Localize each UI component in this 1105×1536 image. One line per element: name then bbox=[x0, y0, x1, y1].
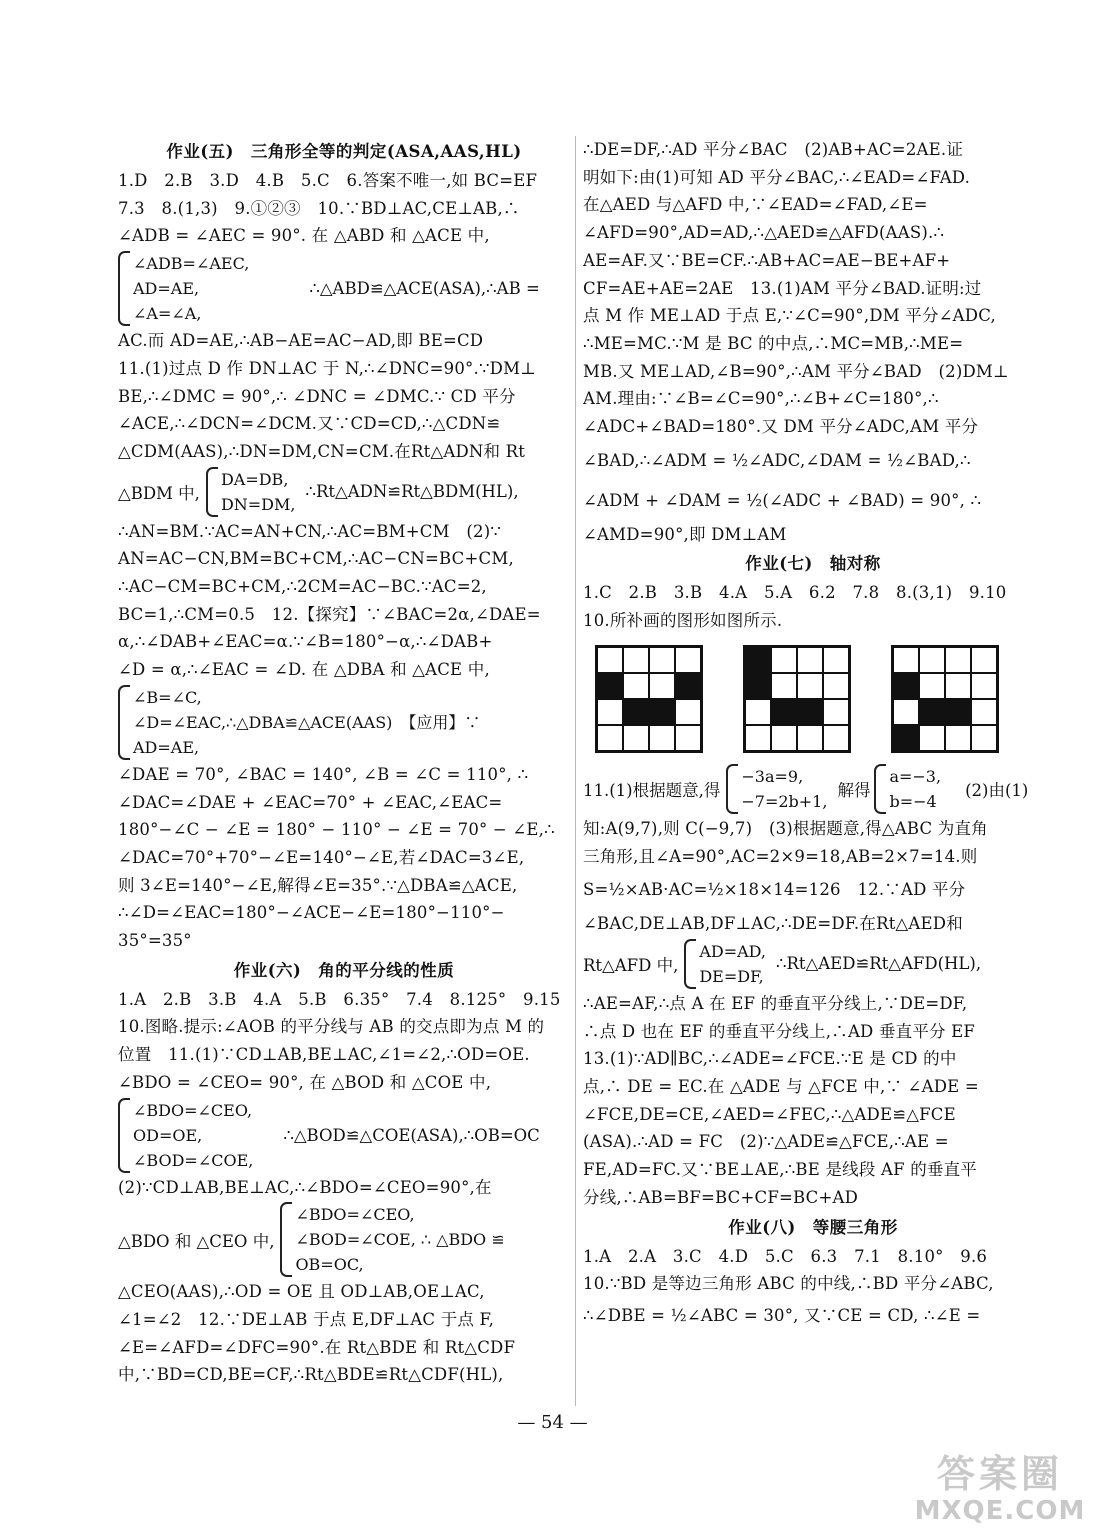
brace-conclusion: (2)由(1) bbox=[965, 780, 1029, 800]
brace-row: OB=OC, bbox=[295, 1255, 364, 1275]
brace-row: AD=AE, bbox=[133, 279, 200, 299]
text-line: 1.C 2.B 3.B 4.A 5.A 6.2 7.8 8.(3,1) 9.10 bbox=[583, 583, 1007, 603]
brace-mid: 解得 bbox=[837, 780, 871, 800]
left-brace bbox=[118, 251, 130, 326]
grid-cell-empty bbox=[675, 725, 701, 751]
right-column bbox=[583, 136, 1043, 1334]
equation-system bbox=[118, 250, 570, 327]
grid-cell-filled bbox=[771, 699, 797, 725]
column-divider bbox=[575, 136, 576, 1406]
brace-group bbox=[684, 939, 766, 989]
text-line: 在△AED 与△AFD 中,∵∠EAD=∠FAD,∠E= bbox=[583, 195, 928, 215]
brace-row: −7=2b+1, bbox=[741, 791, 828, 811]
text-line: MB.又 ME⊥AD,∠B=90°,∴AM 平分∠BAD (2)DM⊥ bbox=[583, 361, 1009, 381]
text-line: ∠D = α,∴∠EAC = ∠D. 在 △DBA 和 △ACE 中, bbox=[118, 660, 490, 680]
brace-group bbox=[118, 685, 480, 760]
grid-cell-filled bbox=[797, 699, 823, 725]
text-line: 11.(1)过点 D 作 DN⊥AC 于 N,∴∠DNC=90°.∵DM⊥ bbox=[118, 358, 536, 378]
text-line: ∠ADM + ∠DAM = ½(∠ADC + ∠BAD) = 90°, ∴ bbox=[583, 490, 982, 510]
text-line: 10.所补画的图形如图所示. bbox=[583, 611, 783, 631]
symmetry-figures bbox=[595, 645, 1043, 753]
section-heading-6: 作业(六) 角的平分线的性质 bbox=[233, 960, 455, 980]
page-number: — 54 — bbox=[517, 1412, 588, 1433]
grid-cell-empty bbox=[797, 725, 823, 751]
section-heading-8: 作业(八) 等腰三角形 bbox=[728, 1217, 898, 1237]
left-column bbox=[118, 136, 570, 1389]
text-line: ∴AN=BM.∵AC=AN+CN,∴AC=BM+CM (2)∵ bbox=[118, 521, 502, 541]
brace-group bbox=[874, 764, 941, 814]
grid-cell-empty bbox=[823, 673, 849, 699]
left-brace bbox=[280, 1202, 292, 1277]
text-line: ∠E=∠AFD=∠DFC=90°.在 Rt△BDE 和 Rt△CDF bbox=[118, 1337, 516, 1357]
text-line: ∴ME=MC.∵M 是 BC 的中点,∴MC=MB,∴ME= bbox=[583, 333, 964, 353]
text-line: AE=AF.又∵BE=CF.∴AB+AC=AE−BE+AF+ bbox=[583, 250, 951, 270]
brace-row: AD=AD, bbox=[699, 941, 767, 961]
text-line: ∴AC−CM=BC+CM,∴2CM=AC−BC.∵AC=2, bbox=[118, 577, 487, 597]
grid-cell-empty bbox=[893, 647, 919, 673]
grid-cell-empty bbox=[597, 725, 623, 751]
left-brace bbox=[118, 1098, 130, 1173]
text-line: 则 3∠E=140°−∠E,解得∠E=35°.∵△DBA≌△ACE, bbox=[118, 875, 518, 895]
grid-cell-empty bbox=[597, 647, 623, 673]
grid-cell-filled bbox=[745, 673, 771, 699]
grid-cell-empty bbox=[675, 699, 701, 725]
brace-row: AD=AE, bbox=[133, 737, 200, 757]
brace-row: −3a=9, bbox=[741, 766, 804, 786]
grid-cell-filled bbox=[919, 699, 945, 725]
grid-cell-filled bbox=[675, 673, 701, 699]
grid-cell-empty bbox=[971, 725, 997, 751]
text-line: AN=AC−CN,BM=BC+CM,∴AC−CN=BC+CM, bbox=[118, 549, 514, 569]
grid-cell-empty bbox=[919, 673, 945, 699]
brace-row: DE=DF, bbox=[699, 966, 764, 986]
watermark-url: MXQE.COM bbox=[914, 1496, 1086, 1526]
text-line: ∠ADB = ∠AEC = 90°. 在 △ABD 和 △ACE 中, bbox=[118, 226, 490, 246]
grid-cell-empty bbox=[971, 647, 997, 673]
text-line: ∠1=∠2 12.∵DE⊥AB 于点 E,DF⊥AC 于点 F, bbox=[118, 1309, 495, 1329]
brace-row: ∠BOD=∠COE, bbox=[133, 1150, 254, 1170]
text-line: ∠FCE,DE=CE,∠AED=∠FEC,∴△ADE≌△FCE bbox=[583, 1104, 956, 1124]
text-line: 分线,∴AB=BF=BC+CF=BC+AD bbox=[583, 1187, 859, 1207]
grid-cell-empty bbox=[745, 725, 771, 751]
text-line: AM.理由:∵∠B=∠C=90°,∴∠B+∠C=180°,∴ bbox=[583, 389, 939, 409]
symmetry-grid bbox=[595, 645, 703, 753]
text-line: 1.A 2.B 3.B 4.A 5.B 6.35° 7.4 8.125° 9.15 bbox=[118, 989, 561, 1009]
grid-cell-empty bbox=[649, 647, 675, 673]
grid-cell-empty bbox=[675, 647, 701, 673]
brace-row: ∠BDO=∠CEO, bbox=[133, 1100, 253, 1120]
section-heading-7: 作业(七) 轴对称 bbox=[745, 554, 881, 574]
symmetry-grid bbox=[891, 645, 999, 753]
brace-conclusion: ∴△ABD≌△ACE(ASA),∴AB = bbox=[309, 279, 540, 299]
grid-cell-empty bbox=[823, 725, 849, 751]
grid-cell-empty bbox=[623, 673, 649, 699]
text-line: 35°=35° bbox=[118, 931, 192, 951]
left-brace bbox=[206, 467, 218, 517]
grid-cell-empty bbox=[919, 647, 945, 673]
left-brace bbox=[726, 764, 738, 814]
grid-cell-filled bbox=[893, 725, 919, 751]
text-line: ∴AE=AF,∴点 A 在 EF 的垂直平分线上,∵DE=DF, bbox=[583, 993, 968, 1013]
brace-row: DN=DM, bbox=[220, 494, 296, 514]
text-line: ∠BAD,∴∠ADM = ½∠ADC,∠DAM = ½∠BAD,∴ bbox=[583, 450, 971, 470]
grid-cell-filled bbox=[623, 699, 649, 725]
grid-cell-empty bbox=[797, 647, 823, 673]
grid-cell-empty bbox=[623, 647, 649, 673]
brace-row: DA=DB, bbox=[220, 469, 289, 489]
grid-cell-filled bbox=[597, 673, 623, 699]
text-line: 1.A 2.A 3.C 4.D 5.C 6.3 7.1 8.10° 9.6 bbox=[583, 1246, 988, 1266]
grid-cell-empty bbox=[971, 699, 997, 725]
watermark-logo bbox=[905, 1452, 1095, 1530]
brace-group bbox=[118, 251, 249, 326]
symmetry-grid bbox=[743, 645, 851, 753]
text-line: 知:A(9,7),则 C(−9,7) (3)根据题意,得△ABC 为直角 bbox=[583, 818, 988, 838]
brace-row: ∠A=∠A, bbox=[133, 304, 202, 324]
text-line: 180°−∠C − ∠E = 180° − 110° − ∠E = 70° − ∠E,∴ bbox=[118, 820, 555, 840]
grid-cell-empty bbox=[771, 647, 797, 673]
text-line: 1.D 2.B 3.D 4.B 5.C 6.答案不唯一,如 BC=EF bbox=[118, 171, 538, 190]
brace-prefix: 11.(1)根据题意,得 bbox=[583, 780, 721, 800]
grid-cell-empty bbox=[919, 725, 945, 751]
grid-cell-empty bbox=[823, 647, 849, 673]
equation-system bbox=[583, 763, 1043, 815]
equation-system bbox=[118, 684, 570, 761]
text-line: △CDM(AAS),∴DN=DM,CN=CM.在Rt△ADN和 Rt bbox=[118, 441, 526, 461]
section-heading-5: 作业(五) 三角形全等的判定(ASA,AAS,HL) bbox=[166, 142, 522, 161]
text-line: BC=1,∴CM=0.5 12.【探究】∵∠BAC=2α,∠DAE= bbox=[118, 604, 541, 624]
grid-cell-filled bbox=[745, 647, 771, 673]
equation-system bbox=[583, 938, 1043, 990]
text-line: ∠ADC+∠BAD=180°.又 DM 平分∠ADC,AM 平分 bbox=[583, 417, 979, 437]
grid-cell-filled bbox=[893, 673, 919, 699]
left-brace bbox=[118, 685, 130, 760]
grid-cell-empty bbox=[823, 699, 849, 725]
grid-cell-empty bbox=[945, 725, 971, 751]
brace-group bbox=[206, 467, 296, 517]
grid-cell-empty bbox=[623, 725, 649, 751]
text-line: ∴∠D=∠EAC=180°−∠ACE−∠E=180°−110°− bbox=[118, 903, 505, 923]
text-line: BE,∴∠DMC = 90°,∴ ∠DNC = ∠DMC.∵ CD 平分 bbox=[118, 386, 516, 406]
brace-row: ∠BDO=∠CEO, bbox=[295, 1205, 415, 1225]
text-line: ∠BDO = ∠CEO= 90°, 在 △BOD 和 △COE 中, bbox=[118, 1072, 492, 1092]
text-line: (ASA).∴AD = FC (2)∵△ADE≌△FCE,∴AE = bbox=[583, 1132, 949, 1152]
text-line: α,∴∠DAB+∠EAC=α.∵∠B=180°−α,∴∠DAB+ bbox=[118, 632, 493, 652]
equation-system bbox=[118, 1201, 570, 1278]
watermark-text: 答案圈 bbox=[936, 1452, 1063, 1496]
text-line: ∴点 D 也在 EF 的垂直平分线上,∴AD 垂直平分 EF bbox=[583, 1021, 976, 1041]
grid-cell-empty bbox=[893, 699, 919, 725]
text-line: 10.∵BD 是等边三角形 ABC 的中线,∴BD 平分∠ABC, bbox=[583, 1274, 994, 1294]
text-line: 点 M 作 ME⊥AD 于点 E,∵∠C=90°,DM 平分∠ADC, bbox=[583, 306, 996, 326]
equation-system bbox=[118, 1097, 570, 1174]
text-line: 位置 11.(1)∵CD⊥AB,BE⊥AC,∠1=∠2,∴OD=OE. bbox=[118, 1045, 530, 1065]
text-line: 中,∵BD=CD,BE=CF,∴Rt△BDE≌Rt△CDF(HL), bbox=[118, 1365, 504, 1385]
grid-cell-empty bbox=[797, 673, 823, 699]
equation-system bbox=[118, 466, 570, 518]
brace-prefix: △BDM 中, bbox=[118, 483, 200, 503]
text-line: ∠AFD=90°,AD=AD,∴△AED≌△AFD(AAS).∴ bbox=[583, 223, 945, 243]
text-line: S=½×AB·AC=½×18×14=126 12.∵AD 平分 bbox=[583, 880, 966, 900]
text-line: ∴∠DBE = ½∠ABC = 30°, 又∵CE = CD, ∴∠E = bbox=[583, 1305, 981, 1325]
text-line: ∴DE=DF,∴AD 平分∠BAC (2)AB+AC=2AE.证 bbox=[583, 140, 964, 159]
text-line: ∠DAE = 70°, ∠BAC = 140°, ∠B = ∠C = 110°, ∴ bbox=[118, 764, 529, 784]
text-line: AC.而 AD=AE,∴AB−AE=AC−AD,即 BE=CD bbox=[118, 331, 484, 351]
brace-row: ∠BOD=∠COE, ∴ △BDO ≌ bbox=[295, 1230, 505, 1250]
text-line: (2)∵CD⊥AB,BE⊥AC,∴∠BDO=∠CEO=90°,在 bbox=[118, 1177, 492, 1197]
grid-cell-empty bbox=[945, 647, 971, 673]
left-brace bbox=[874, 764, 886, 814]
grid-cell-empty bbox=[649, 725, 675, 751]
text-line: ∠AMD=90°,即 DM⊥AM bbox=[583, 524, 787, 544]
grid-cell-empty bbox=[771, 673, 797, 699]
text-line: ∠BAC,DE⊥AB,DF⊥AC,∴DE=DF.在Rt△AED和 bbox=[583, 914, 963, 934]
brace-conclusion: ∴△BOD≌△COE(ASA),∴OB=OC bbox=[283, 1125, 540, 1145]
brace-conclusion: ∴Rt△AED≌Rt△AFD(HL), bbox=[776, 954, 982, 974]
grid-cell-empty bbox=[597, 699, 623, 725]
grid-cell-empty bbox=[971, 673, 997, 699]
text-line: ∠DAC=70°+70°−∠E=140°−∠E,若∠DAC=3∠E, bbox=[118, 847, 525, 867]
text-line: ∠ACE,∴∠DCN=∠DCM.又∵CD=CD,∴△CDN≌ bbox=[118, 414, 501, 434]
left-brace bbox=[684, 939, 696, 989]
brace-conclusion: ∴Rt△ADN≌Rt△BDM(HL), bbox=[305, 482, 519, 502]
text-line: △CEO(AAS),∴OD = OE 且 OD⊥AB,OE⊥AC, bbox=[118, 1282, 485, 1302]
brace-group bbox=[726, 764, 827, 814]
grid-cell-empty bbox=[771, 725, 797, 751]
text-line: 10.图略.提示:∠AOB 的平分线与 AB 的交点即为点 M 的 bbox=[118, 1017, 545, 1037]
brace-row: ∠B=∠C, bbox=[133, 687, 202, 707]
brace-group bbox=[280, 1202, 504, 1277]
text-line: 点,∴ DE = EC.在 △ADE 与 △FCE 中,∵ ∠ADE = bbox=[583, 1077, 979, 1097]
brace-row: a=−3, bbox=[889, 766, 942, 786]
brace-prefix: △BDO 和 △CEO 中, bbox=[118, 1231, 275, 1251]
text-line: CF=AE+AE=2AE 13.(1)AM 平分∠BAD.证明:过 bbox=[583, 278, 982, 298]
grid-cell-empty bbox=[945, 673, 971, 699]
grid-cell-filled bbox=[649, 699, 675, 725]
text-line: 7.3 8.(1,3) 9.①②③ 10.∵BD⊥AC,CE⊥AB,∴ bbox=[118, 198, 520, 218]
brace-row: b=−4 bbox=[889, 791, 937, 811]
brace-row: ∠D=∠EAC,∴△DBA≌△ACE(AAS) 【应用】∵ bbox=[133, 712, 481, 732]
text-line: 明如下:由(1)可知 AD 平分∠BAC,∴∠EAD=∠FAD. bbox=[583, 167, 971, 187]
grid-cell-empty bbox=[649, 673, 675, 699]
brace-row: OD=OE, bbox=[133, 1125, 203, 1145]
brace-prefix: Rt△AFD 中, bbox=[583, 955, 679, 975]
grid-cell-empty bbox=[745, 699, 771, 725]
text-line: 13.(1)∵AD∥BC,∴∠ADE=∠FCE.∵E 是 CD 的中 bbox=[583, 1049, 957, 1069]
text-line: 三角形,且∠A=90°,AC=2×9=18,AB=2×7=14.则 bbox=[583, 846, 978, 866]
brace-group bbox=[118, 1098, 253, 1173]
text-line: FE,AD=FC.又∵BE⊥AE,∴BE 是线段 AF 的垂直平 bbox=[583, 1160, 977, 1180]
brace-row: ∠ADB=∠AEC, bbox=[133, 254, 250, 274]
text-line: ∠DAC=∠DAE + ∠EAC=70° + ∠EAC,∠EAC= bbox=[118, 792, 503, 812]
grid-cell-filled bbox=[945, 699, 971, 725]
